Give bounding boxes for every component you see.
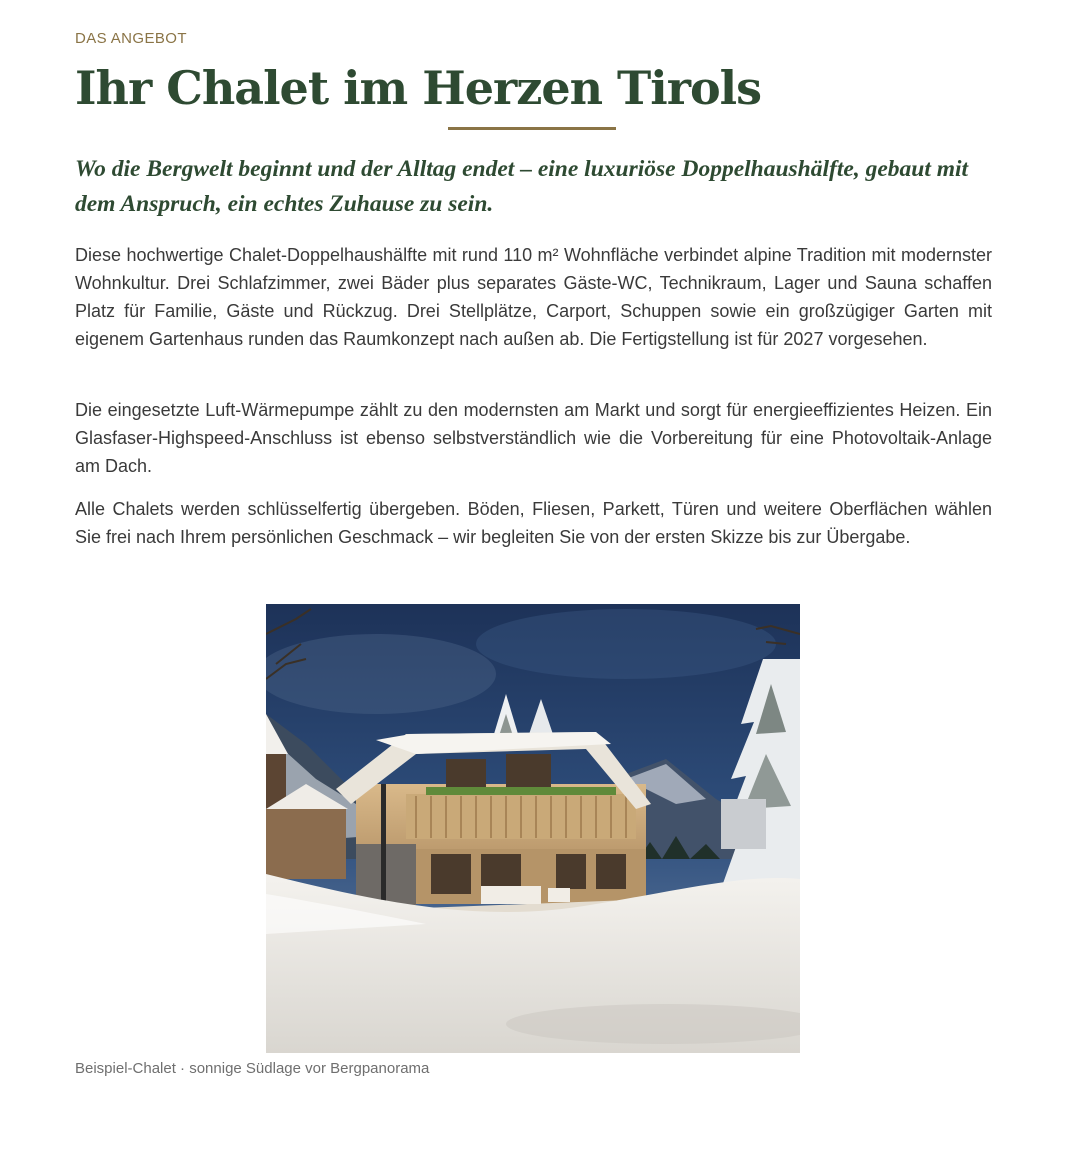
photo-caption: Beispiel-Chalet · sonnige Südlage vor Bergpanorama: [75, 1060, 430, 1077]
chalet-photo: [266, 604, 800, 1053]
body-paragraph-3: Alle Chalets werden schlüsselfertig übergeben. Böden, Fliesen, Parkett, Türen und weitere Oberflächen wählen Sie frei nach Ihrem persönlichen Geschmack – wir begleiten Sie von der ersten Skizze bis zur Übergabe.: [75, 499, 992, 547]
body-paragraph-1: Diese hochwertige Chalet-Doppelhaushälfte mit rund 110 m² Wohnfläche verbindet alpine Tradition mit modernster Wohnkultur. Drei Schlafzimmer, zwei Bäder plus separates Gäste-WC, Technikraum, Lager und Sauna schaffen Platz für Familie, Gäste und Rückzug. Drei Stellplätze, Carport, Schuppen sowie ein großzügiger Garten mit eigenem Gartenhaus runden das Raumkonzept nach außen ab. Die Fertigstellung ist für 2027 vorgesehen.: [75, 245, 992, 349]
section-eyebrow: DAS ANGEBOT: [75, 30, 187, 47]
body-paragraph-2: Die eingesetzte Luft-Wärmepumpe zählt zu den modernsten am Markt und sorgt für energieeffizientes Heizen. Ein Glasfaser-Highspeed-Anschluss ist ebenso selbstverständlich wie die Vorbereitung für eine Photovoltaik-Anlage am Dach.: [75, 400, 992, 476]
title-divider: [448, 127, 616, 130]
page-title: Ihr Chalet im Herzen Tirols: [75, 61, 762, 115]
lead-text: Wo die Bergwelt beginnt und der Alltag endet – eine luxuriöse Doppelhaushälfte, gebaut mit dem Anspruch, ein echtes Zuhause zu sein.: [75, 156, 969, 217]
